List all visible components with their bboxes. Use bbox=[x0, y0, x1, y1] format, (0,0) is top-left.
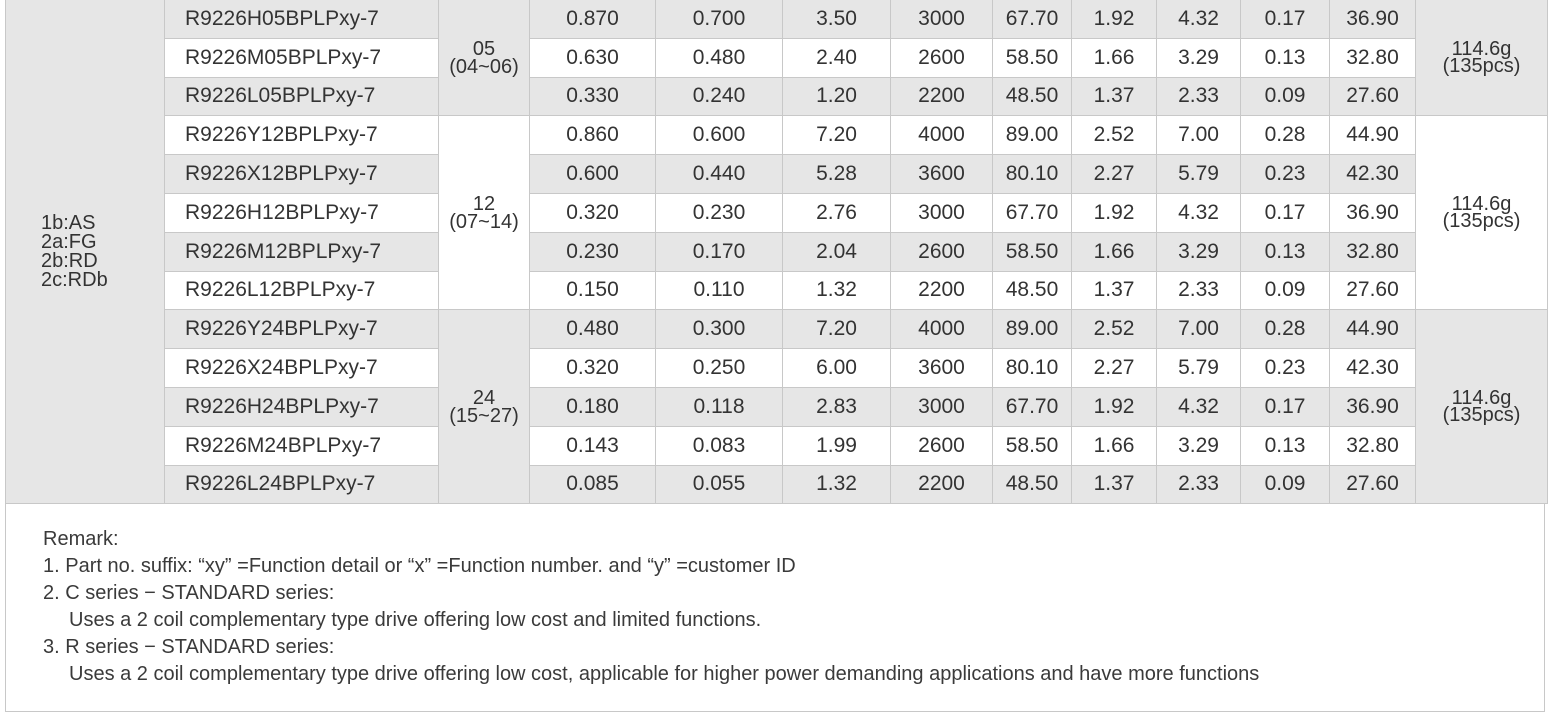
value-cell: 32.80 bbox=[1330, 426, 1416, 465]
value-cell: 89.00 bbox=[993, 116, 1072, 155]
voltage-range: (04~06) bbox=[449, 55, 519, 78]
value-cell: 1.37 bbox=[1072, 465, 1157, 504]
value-cell: 4.32 bbox=[1157, 193, 1241, 232]
value-cell: 5.79 bbox=[1157, 349, 1241, 388]
value-cell: 3000 bbox=[891, 0, 993, 38]
value-cell: 0.630 bbox=[530, 38, 656, 77]
value-cell: 3600 bbox=[891, 155, 993, 194]
part-number-cell: R9226Y24BPLPxy-7 bbox=[165, 310, 439, 349]
weight-group-cell bbox=[1416, 0, 1548, 116]
value-cell: 7.00 bbox=[1157, 116, 1241, 155]
value-cell: 2.33 bbox=[1157, 77, 1241, 116]
weight-value: 114.6g bbox=[1451, 192, 1512, 215]
value-cell: 27.60 bbox=[1330, 465, 1416, 504]
value-cell: 0.13 bbox=[1241, 38, 1330, 77]
value-cell: 32.80 bbox=[1330, 232, 1416, 271]
function-code: 2c:RDb bbox=[41, 268, 108, 291]
value-cell: 2.33 bbox=[1157, 465, 1241, 504]
function-code: 1b:AS bbox=[41, 211, 96, 234]
value-cell: 44.90 bbox=[1330, 310, 1416, 349]
value-cell: 2200 bbox=[891, 465, 993, 504]
value-cell: 1.66 bbox=[1072, 232, 1157, 271]
value-cell: 58.50 bbox=[993, 38, 1072, 77]
value-cell: 0.600 bbox=[530, 155, 656, 194]
remarks-title: Remark: bbox=[43, 528, 119, 550]
value-cell: 2.76 bbox=[783, 193, 891, 232]
value-cell: 0.320 bbox=[530, 349, 656, 388]
weight-value: 114.6g bbox=[1451, 386, 1512, 409]
value-cell: 58.50 bbox=[993, 232, 1072, 271]
value-cell: 2200 bbox=[891, 271, 993, 310]
piece-count: (135pcs) bbox=[1442, 403, 1521, 426]
value-cell: 1.20 bbox=[783, 77, 891, 116]
value-cell: 1.92 bbox=[1072, 0, 1157, 38]
table-row bbox=[6, 349, 1548, 388]
value-cell: 67.70 bbox=[993, 387, 1072, 426]
remark-lines bbox=[43, 553, 1544, 688]
table-row bbox=[6, 193, 1548, 232]
value-cell: 0.700 bbox=[656, 0, 783, 38]
value-cell: 0.240 bbox=[656, 77, 783, 116]
value-cell: 0.110 bbox=[656, 271, 783, 310]
table-row bbox=[6, 310, 1548, 349]
voltage-range: (15~27) bbox=[449, 404, 519, 427]
value-cell: 7.00 bbox=[1157, 310, 1241, 349]
part-number-cell: R9226M05BPLPxy-7 bbox=[165, 38, 439, 77]
value-cell: 2600 bbox=[891, 426, 993, 465]
value-cell: 2.27 bbox=[1072, 155, 1157, 194]
value-cell: 48.50 bbox=[993, 465, 1072, 504]
value-cell: 0.150 bbox=[530, 271, 656, 310]
value-cell: 0.13 bbox=[1241, 426, 1330, 465]
part-number-cell: R9226Y12BPLPxy-7 bbox=[165, 116, 439, 155]
value-cell: 2.04 bbox=[783, 232, 891, 271]
value-cell: 6.00 bbox=[783, 349, 891, 388]
value-cell: 0.23 bbox=[1241, 155, 1330, 194]
value-cell: 44.90 bbox=[1330, 116, 1416, 155]
value-cell: 0.600 bbox=[656, 116, 783, 155]
value-cell: 3.29 bbox=[1157, 38, 1241, 77]
part-number-cell: R9226H05BPLPxy-7 bbox=[165, 0, 439, 38]
part-number-cell: R9226L05BPLPxy-7 bbox=[165, 77, 439, 116]
part-number-cell: R9226L24BPLPxy-7 bbox=[165, 465, 439, 504]
piece-count: (135pcs) bbox=[1442, 54, 1521, 77]
value-cell: 2.33 bbox=[1157, 271, 1241, 310]
value-cell: 0.28 bbox=[1241, 310, 1330, 349]
table-row bbox=[6, 77, 1548, 116]
value-cell: 4.32 bbox=[1157, 0, 1241, 38]
value-cell: 0.083 bbox=[656, 426, 783, 465]
remark-line: 3. R series − STANDARD series: bbox=[43, 636, 335, 658]
value-cell: 0.440 bbox=[656, 155, 783, 194]
function-codes-cell bbox=[6, 0, 165, 504]
value-cell: 4000 bbox=[891, 310, 993, 349]
value-cell: 36.90 bbox=[1330, 193, 1416, 232]
part-number-cell: R9226M24BPLPxy-7 bbox=[165, 426, 439, 465]
table-row bbox=[6, 0, 1548, 38]
value-cell: 3.29 bbox=[1157, 232, 1241, 271]
value-cell: 0.28 bbox=[1241, 116, 1330, 155]
value-cell: 0.300 bbox=[656, 310, 783, 349]
voltage-group-cell bbox=[439, 0, 530, 116]
value-cell: 0.230 bbox=[530, 232, 656, 271]
table-row bbox=[6, 38, 1548, 77]
value-cell: 2.40 bbox=[783, 38, 891, 77]
value-cell: 80.10 bbox=[993, 155, 1072, 194]
value-cell: 5.79 bbox=[1157, 155, 1241, 194]
value-cell: 1.92 bbox=[1072, 387, 1157, 426]
table-row bbox=[6, 426, 1548, 465]
value-cell: 3000 bbox=[891, 387, 993, 426]
part-number-cell: R9226M12BPLPxy-7 bbox=[165, 232, 439, 271]
remarks-box bbox=[5, 504, 1545, 712]
weight-value: 114.6g bbox=[1451, 37, 1512, 60]
value-cell: 0.870 bbox=[530, 0, 656, 38]
value-cell: 36.90 bbox=[1330, 387, 1416, 426]
value-cell: 1.37 bbox=[1072, 271, 1157, 310]
value-cell: 67.70 bbox=[993, 0, 1072, 38]
value-cell: 1.66 bbox=[1072, 38, 1157, 77]
value-cell: 7.20 bbox=[783, 310, 891, 349]
value-cell: 48.50 bbox=[993, 77, 1072, 116]
table-row bbox=[6, 271, 1548, 310]
value-cell: 0.180 bbox=[530, 387, 656, 426]
value-cell: 42.30 bbox=[1330, 155, 1416, 194]
value-cell: 0.23 bbox=[1241, 349, 1330, 388]
piece-count: (135pcs) bbox=[1442, 209, 1521, 232]
value-cell: 0.480 bbox=[656, 38, 783, 77]
part-number-cell: R9226H24BPLPxy-7 bbox=[165, 387, 439, 426]
remark-line: 1. Part no. suffix: “xy” =Function detail or “x” =Function number. and “y” =customer ID bbox=[43, 555, 796, 577]
value-cell: 2.52 bbox=[1072, 116, 1157, 155]
part-number-cell: R9226X24BPLPxy-7 bbox=[165, 349, 439, 388]
function-code: 2b:RD bbox=[41, 249, 98, 272]
table-row bbox=[6, 232, 1548, 271]
value-cell: 2.83 bbox=[783, 387, 891, 426]
table-row bbox=[6, 387, 1548, 426]
voltage-group-cell bbox=[439, 310, 530, 504]
value-cell: 0.480 bbox=[530, 310, 656, 349]
value-cell: 80.10 bbox=[993, 349, 1072, 388]
value-cell: 1.99 bbox=[783, 426, 891, 465]
value-cell: 0.09 bbox=[1241, 271, 1330, 310]
value-cell: 3.29 bbox=[1157, 426, 1241, 465]
value-cell: 0.17 bbox=[1241, 193, 1330, 232]
value-cell: 27.60 bbox=[1330, 271, 1416, 310]
value-cell: 2.27 bbox=[1072, 349, 1157, 388]
value-cell: 58.50 bbox=[993, 426, 1072, 465]
remark-line: Uses a 2 coil complementary type drive offering low cost, applicable for higher power demanding applications and have more functions bbox=[69, 663, 1260, 685]
value-cell: 1.37 bbox=[1072, 77, 1157, 116]
value-cell: 42.30 bbox=[1330, 349, 1416, 388]
value-cell: 0.250 bbox=[656, 349, 783, 388]
table-row bbox=[6, 116, 1548, 155]
value-cell: 4.32 bbox=[1157, 387, 1241, 426]
spec-table bbox=[5, 0, 1548, 504]
value-cell: 0.17 bbox=[1241, 0, 1330, 38]
value-cell: 1.92 bbox=[1072, 193, 1157, 232]
value-cell: 2600 bbox=[891, 232, 993, 271]
value-cell: 0.330 bbox=[530, 77, 656, 116]
value-cell: 3000 bbox=[891, 193, 993, 232]
table-row bbox=[6, 155, 1548, 194]
value-cell: 36.90 bbox=[1330, 0, 1416, 38]
value-cell: 0.13 bbox=[1241, 232, 1330, 271]
function-code: 2a:FG bbox=[41, 230, 97, 253]
value-cell: 0.17 bbox=[1241, 387, 1330, 426]
voltage-group-cell bbox=[439, 116, 530, 310]
value-cell: 3600 bbox=[891, 349, 993, 388]
value-cell: 5.28 bbox=[783, 155, 891, 194]
value-cell: 1.32 bbox=[783, 465, 891, 504]
remark-line: 2. C series − STANDARD series: bbox=[43, 582, 335, 604]
weight-group-cell bbox=[1416, 116, 1548, 310]
value-cell: 1.32 bbox=[783, 271, 891, 310]
value-cell: 0.118 bbox=[656, 387, 783, 426]
value-cell: 7.20 bbox=[783, 116, 891, 155]
value-cell: 1.66 bbox=[1072, 426, 1157, 465]
part-number-cell: R9226X12BPLPxy-7 bbox=[165, 155, 439, 194]
weight-group-cell bbox=[1416, 310, 1548, 504]
remark-line: Uses a 2 coil complementary type drive offering low cost and limited functions. bbox=[69, 609, 762, 631]
value-cell: 0.860 bbox=[530, 116, 656, 155]
value-cell: 32.80 bbox=[1330, 38, 1416, 77]
rated-voltage: 24 bbox=[472, 386, 496, 409]
value-cell: 0.170 bbox=[656, 232, 783, 271]
value-cell: 2.52 bbox=[1072, 310, 1157, 349]
value-cell: 0.085 bbox=[530, 465, 656, 504]
value-cell: 2600 bbox=[891, 38, 993, 77]
value-cell: 27.60 bbox=[1330, 77, 1416, 116]
value-cell: 0.143 bbox=[530, 426, 656, 465]
value-cell: 0.055 bbox=[656, 465, 783, 504]
value-cell: 4000 bbox=[891, 116, 993, 155]
part-number-cell: R9226H12BPLPxy-7 bbox=[165, 193, 439, 232]
value-cell: 2200 bbox=[891, 77, 993, 116]
table-row bbox=[6, 465, 1548, 504]
value-cell: 0.09 bbox=[1241, 77, 1330, 116]
part-number-cell: R9226L12BPLPxy-7 bbox=[165, 271, 439, 310]
value-cell: 48.50 bbox=[993, 271, 1072, 310]
value-cell: 0.230 bbox=[656, 193, 783, 232]
value-cell: 89.00 bbox=[993, 310, 1072, 349]
rated-voltage: 05 bbox=[472, 37, 496, 60]
voltage-range: (07~14) bbox=[449, 210, 519, 233]
rated-voltage: 12 bbox=[472, 192, 496, 215]
value-cell: 67.70 bbox=[993, 193, 1072, 232]
value-cell: 3.50 bbox=[783, 0, 891, 38]
value-cell: 0.320 bbox=[530, 193, 656, 232]
value-cell: 0.09 bbox=[1241, 465, 1330, 504]
